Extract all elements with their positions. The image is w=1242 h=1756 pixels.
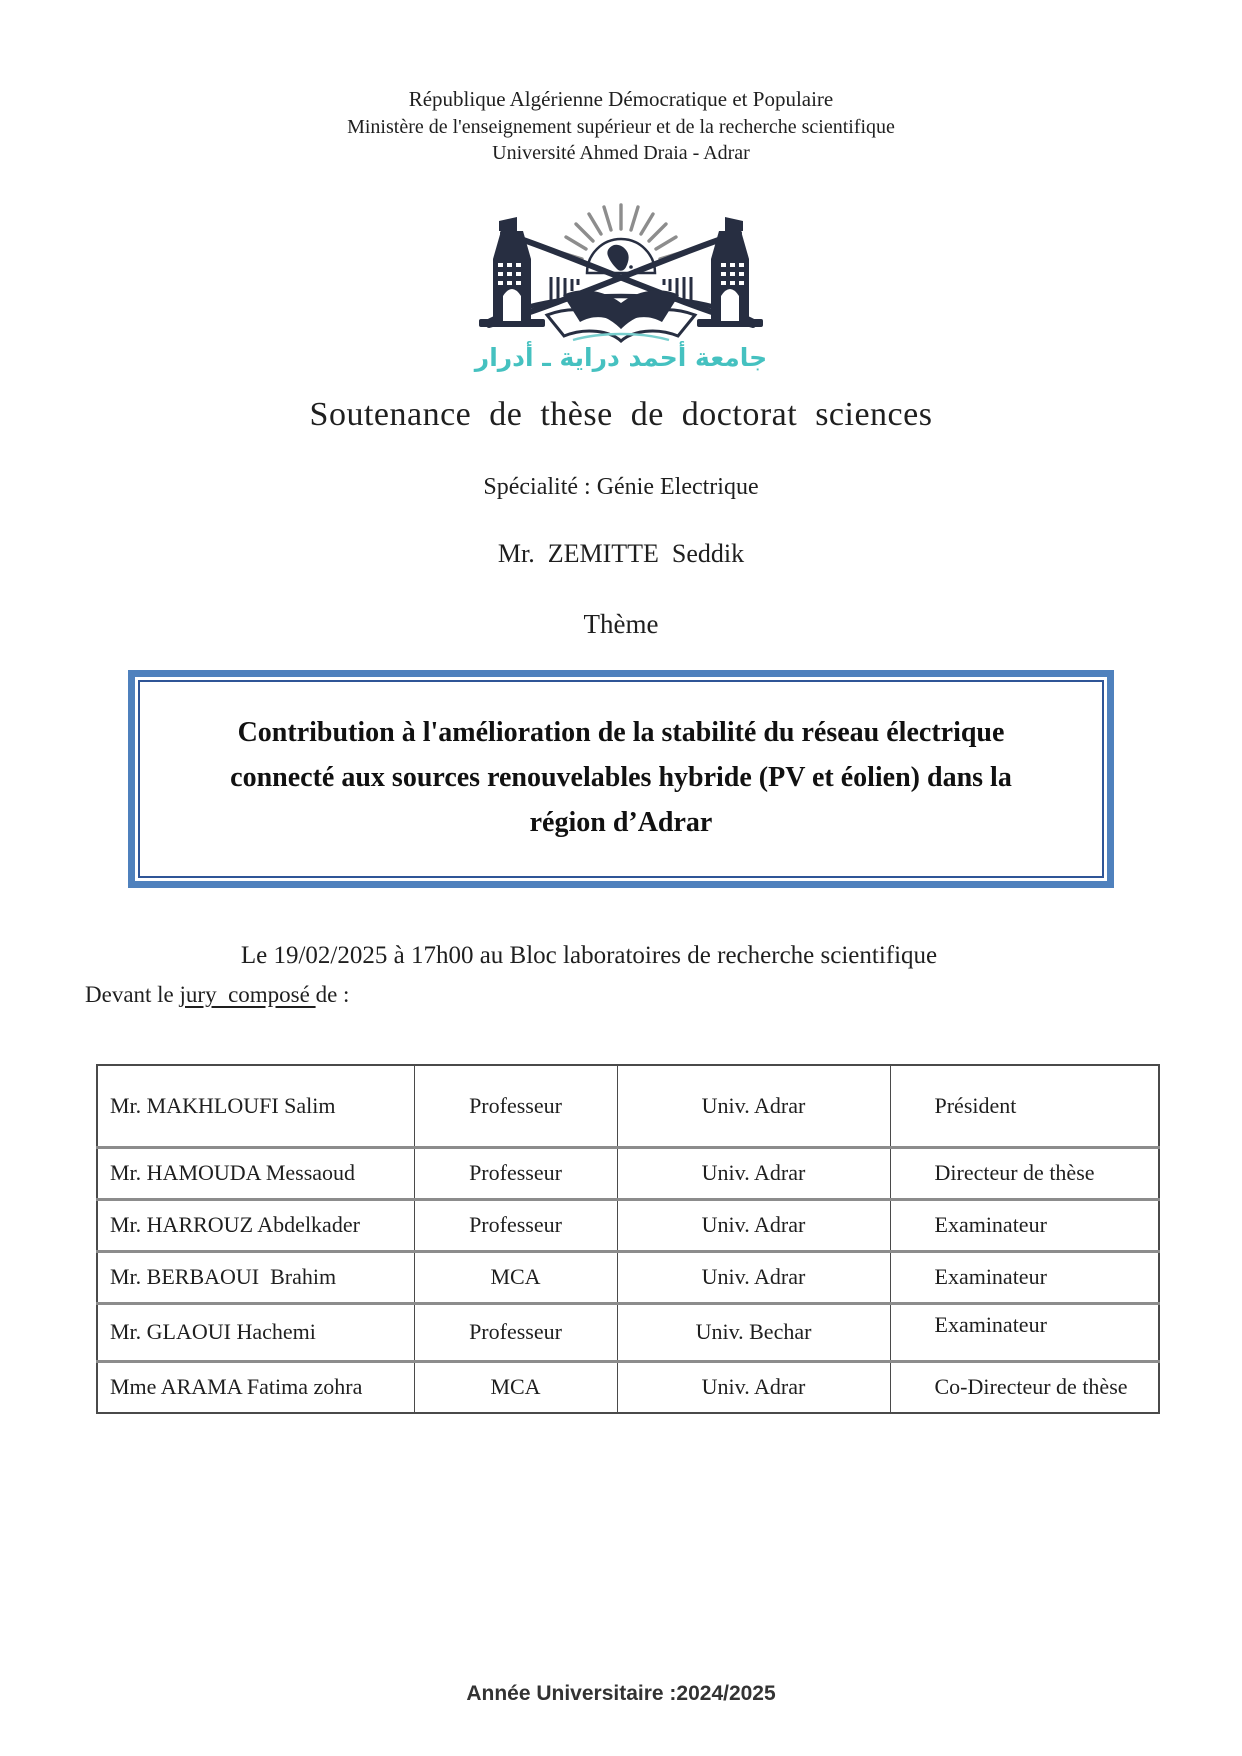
table-row bbox=[97, 1251, 1159, 1303]
table-cell: Examinateur bbox=[890, 1303, 1159, 1361]
table-cell: Mr. HAMOUDA Messaoud bbox=[97, 1147, 414, 1199]
theme-title-line-3: région d’Adrar bbox=[529, 807, 713, 839]
jury-intro-prefix: Devant le bbox=[85, 981, 180, 1007]
table-cell: Univ. Adrar bbox=[617, 1361, 890, 1413]
table-cell: Mr. GLAOUI Hachemi bbox=[97, 1303, 414, 1361]
table-cell: Examinateur bbox=[890, 1199, 1159, 1251]
table-cell: Professeur bbox=[414, 1065, 617, 1148]
table-cell: MCA bbox=[414, 1361, 617, 1413]
academic-year: Année Universitaire :2024/2025 bbox=[466, 1682, 776, 1705]
table-cell: Directeur de thèse bbox=[890, 1147, 1159, 1199]
government-header bbox=[0, 0, 1242, 167]
table-cell: Professeur bbox=[414, 1303, 617, 1361]
table-cell: Mr. HARROUZ Abdelkader bbox=[97, 1199, 414, 1251]
table-cell: Mr. BERBAOUI Brahim bbox=[97, 1251, 414, 1303]
table-row bbox=[97, 1199, 1159, 1251]
defense-schedule: Le 19/02/2025 à 17h00 au Bloc laboratoires de recherche scientifique bbox=[240, 941, 938, 969]
table-cell: Univ. Adrar bbox=[617, 1065, 890, 1148]
republic-line: République Algérienne Démocratique et Populaire bbox=[408, 87, 834, 111]
table-cell: Examinateur bbox=[890, 1251, 1159, 1303]
table-cell: Univ. Adrar bbox=[617, 1199, 890, 1251]
candidate-name: Mr. ZEMITTE Seddik bbox=[497, 538, 745, 568]
jury-intro-suffix: de : bbox=[315, 981, 350, 1007]
jury-intro bbox=[85, 982, 1242, 1008]
specialty-line: Spécialité : Génie Electrique bbox=[483, 473, 759, 500]
table-cell: Univ. Adrar bbox=[617, 1251, 890, 1303]
table-cell: Président bbox=[890, 1065, 1159, 1148]
theme-label: Thème bbox=[583, 608, 659, 639]
table-cell: Mr. MAKHLOUFI Salim bbox=[110, 1092, 336, 1118]
event-title: Soutenance de thèse de doctorat sciences bbox=[309, 395, 933, 433]
table-row bbox=[97, 1065, 1159, 1148]
table-cell: Mme ARAMA Fatima zohra bbox=[97, 1361, 414, 1413]
theme-title-line-2: connecté aux sources renouvelables hybride (PV et éolien) dans la bbox=[230, 761, 1012, 793]
table-cell: Co-Directeur de thèse bbox=[890, 1361, 1159, 1413]
university-emblem-icon bbox=[451, 193, 791, 343]
university-logo bbox=[0, 193, 1242, 372]
university-line: Université Ahmed Draia - Adrar bbox=[492, 142, 750, 165]
jury-table-body bbox=[97, 1065, 1159, 1413]
university-arabic-name: جامعة أحمد دراية ـ أدرار bbox=[474, 342, 768, 372]
table-row bbox=[97, 1147, 1159, 1199]
ministry-line: Ministère de l'enseignement supérieur et de la recherche scientifique bbox=[347, 115, 895, 138]
table-cell: Professeur bbox=[414, 1147, 617, 1199]
table-cell: Professeur bbox=[414, 1199, 617, 1251]
table-cell: MCA bbox=[414, 1251, 617, 1303]
table-row bbox=[97, 1303, 1159, 1361]
jury-table bbox=[96, 1064, 1160, 1414]
table-row bbox=[97, 1361, 1159, 1413]
table-cell: Univ. Adrar bbox=[617, 1147, 890, 1199]
theme-box-inner bbox=[138, 680, 1104, 878]
theme-box bbox=[128, 670, 1114, 888]
jury-intro-underlined: jury composé bbox=[179, 981, 316, 1007]
table-cell: Univ. Bechar bbox=[617, 1303, 890, 1361]
theme-title-line-1: Contribution à l'amélioration de la stabilité du réseau électrique bbox=[237, 716, 1005, 748]
